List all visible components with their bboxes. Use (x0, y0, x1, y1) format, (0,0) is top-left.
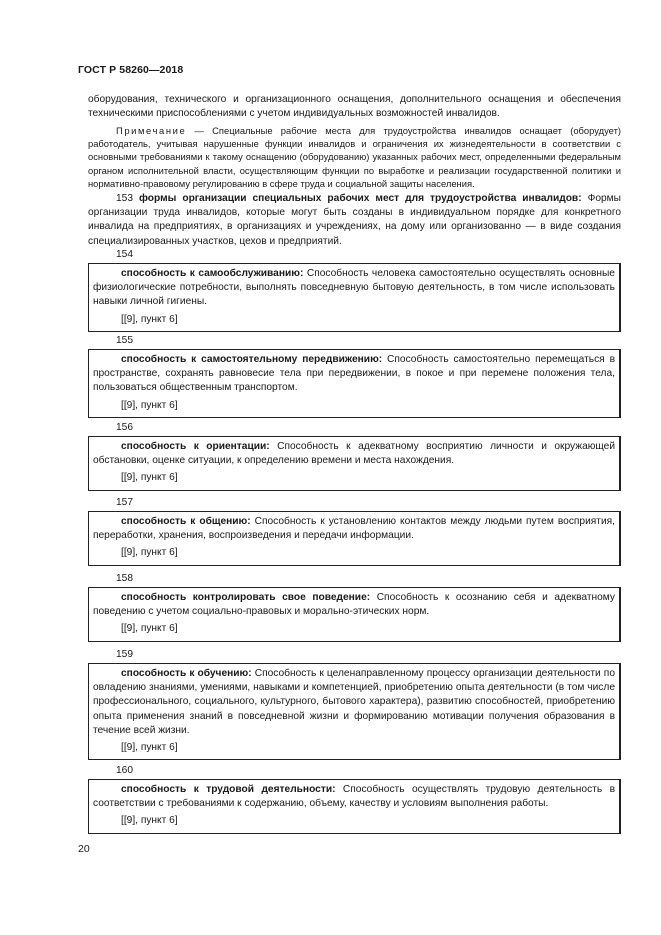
term-title: способность к самостоятельному передвижению: (121, 354, 383, 365)
term-153-title: формы организации специальных рабочих мест для трудоустройства инвалидов: (139, 193, 582, 204)
term-153-paragraph (88, 192, 621, 249)
term-153-number: 153 (116, 193, 133, 204)
term-box (88, 511, 621, 566)
term-reference: [[9], пункт 6] (121, 815, 178, 827)
term-number: 160 (116, 765, 133, 776)
term-title: способность к ориентации: (121, 441, 270, 452)
term-reference: [[9], пункт 6] (121, 399, 178, 411)
term-number: 159 (116, 649, 133, 660)
term-title: способность к самообслуживанию: (121, 268, 304, 279)
term-definition (93, 515, 615, 543)
term-reference: [[9], пункт 6] (121, 313, 178, 325)
term-text: Способность к осознанию себя и адекватному поведению с учетом социально-правовых и морально-этических норм. (93, 592, 616, 618)
term-text: Способность самостоятельно перемещаться в пространстве, сохранять равновесие тела при передвижении, в покое и при перемене положения тела, пользоваться общественным транспортом. (93, 354, 615, 394)
term-text: Способность к адекватному восприятию личности и окружающей обстановки, оценке ситуации, к определению времени и места нахождения. (93, 441, 616, 467)
term-text: Способность к целенаправленному процессу организации деятельности по овладению знаниями, умениями, навыками и компетенцией, приобретению опыта деятельности (в том числе профессионального, социального, культурного, бытового характера), развитию способностей, приобретению опыта применения знаний в повседневной жизни и формированию мотивации получения образования в течение всей жизни. (93, 668, 615, 736)
term-box (88, 587, 621, 642)
document-header: ГОСТ Р 58260—2018 (78, 64, 184, 76)
term-reference: [[9], пункт 6] (121, 742, 178, 754)
page-number: 20 (78, 843, 90, 855)
term-definition (93, 267, 615, 310)
term-box (88, 263, 621, 332)
term-text: Способность к установлению контактов между людьми путем восприятия, переработки, хранения, воспроизведения и передачи информации. (93, 516, 616, 542)
intro-paragraph: оборудования, технического и организационного оснащения, дополнительного оснащения и обеспечения техническими приспособлениями с учетом индивидуальных возможностей инвалидов. (88, 94, 621, 120)
term-box (88, 436, 621, 491)
term-number: 156 (116, 422, 133, 433)
term-number: 157 (116, 497, 133, 508)
term-number: 155 (116, 335, 133, 346)
term-153-definition: Формы организации труда инвалидов, которые могут быть созданы в индивидуальном порядке для конкретного инвалида на предприятиях, в организациях и учреждениях, на дому или организованно — в виде создания специализированных участков, цехов и предприятий. (88, 193, 621, 247)
term-definition (93, 667, 615, 738)
term-text: Способность человека самостоятельно осуществлять основные физиологические потребности, выполнять повседневную бытовую деятельность, в том числе использовать навыки личной гигиены. (93, 268, 615, 308)
term-reference: [[9], пункт 6] (121, 472, 178, 484)
term-reference: [[9], пункт 6] (121, 623, 178, 635)
note-text: — Специальные рабочие места для трудоустройства инвалидов оснащает (оборудует) работодатель, учитывая нарушенные функции инвалидов и ограничения их жизнедеятельности в соответствии с основными требованиями к такому оснащению (оборудованию) указанных рабочих мест, определенными федеральным органом исполнительной власти, осуществляющим функции по выработке и реализации государственной политики и нормативно-правовому регулированию в сфере труда и социальной защиты населения. (88, 125, 621, 189)
term-title: способность к трудовой деятельности: (121, 784, 336, 795)
note-paragraph (88, 124, 621, 190)
term-definition (93, 353, 615, 396)
term-title: способность контролировать свое поведение: (121, 592, 371, 603)
term-definition (93, 440, 615, 468)
term-number: 154 (116, 249, 133, 260)
term-reference: [[9], пункт 6] (121, 547, 178, 559)
term-title: способность к общению: (121, 516, 251, 527)
term-definition (93, 783, 615, 811)
term-title: способность к обучению: (121, 668, 252, 679)
term-number: 158 (116, 573, 133, 584)
term-text: Способность осуществлять трудовую деятельность в соответствии с требованиями к содержанию, объему, качеству и условиям выполнения работы. (93, 784, 615, 810)
term-box (88, 663, 621, 760)
note-label: Примечание (116, 125, 187, 136)
term-definition (93, 591, 615, 619)
term-box (88, 349, 621, 418)
term-box (88, 779, 621, 834)
